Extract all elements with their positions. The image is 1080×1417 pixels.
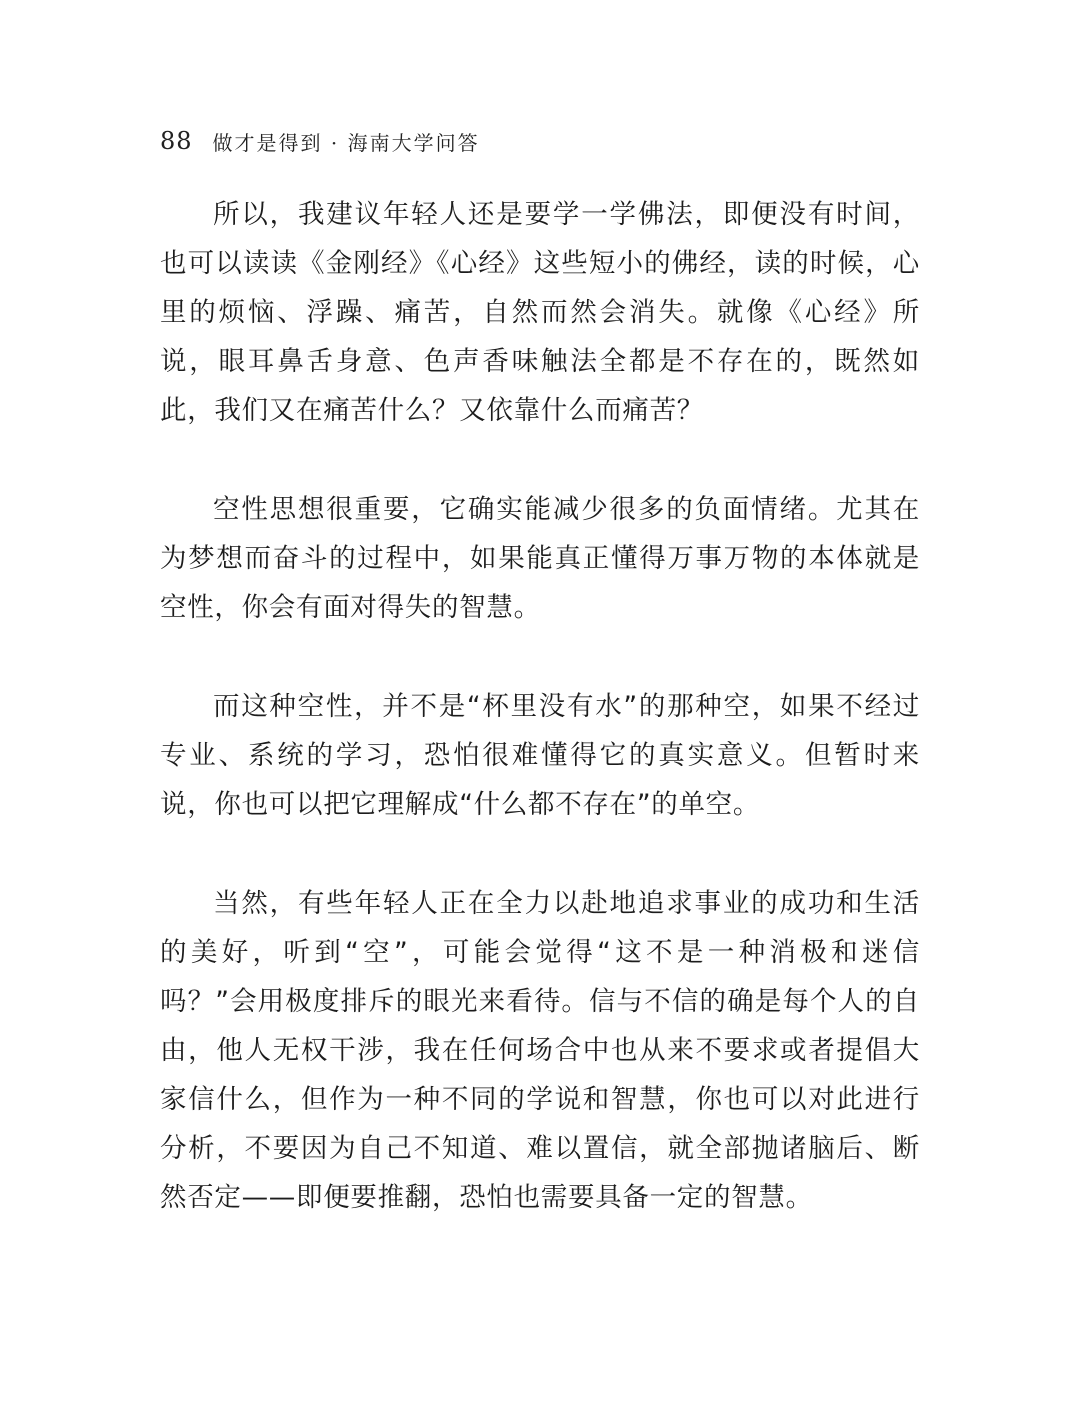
book-title: 做才是得到 · 海南大学问答 bbox=[212, 130, 480, 155]
running-header bbox=[160, 124, 480, 158]
paragraph-3: 而这种空性，并不是“杯里没有水”的那种空，如果不经过专业、系统的学习，恐怕很难懂得它的真实意义。但暂时来说，你也可以把它理解成“什么都不存在”的单空。 bbox=[160, 691, 920, 820]
paragraph-1: 所以，我建议年轻人还是要学一学佛法，即便没有时间，也可以读读《金刚经》《心经》这些短小的佛经，读的时候，心里的烦恼、浮躁、痛苦，自然而然会消失。就像《心经》所说，眼耳鼻舌身意、色声香味触法全都是不存在的，既然如此，我们又在痛苦什么？又依靠什么而痛苦？ bbox=[160, 199, 920, 426]
paragraph-2: 空性思想很重要，它确实能减少很多的负面情绪。尤其在为梦想而奋斗的过程中，如果能真正懂得万事万物的本体就是空性，你会有面对得失的智慧。 bbox=[160, 494, 920, 623]
page-number: 88 bbox=[160, 127, 193, 155]
paragraph-4: 当然，有些年轻人正在全力以赴地追求事业的成功和生活的美好，听到“空”，可能会觉得“这不是一种消极和迷信吗？”会用极度排斥的眼光来看待。信与不信的确是每个人的自由，他人无权干涉，我在任何场合中也从来不要求或者提倡大家信什么，但作为一种不同的学说和智慧，你也可以对此进行分析，不要因为自己不知道、难以置信，就全部抛诸脑后、断然否定——即便要推翻，恐怕也需要具备一定的智慧。 bbox=[160, 888, 920, 1213]
body-text bbox=[160, 190, 920, 1272]
